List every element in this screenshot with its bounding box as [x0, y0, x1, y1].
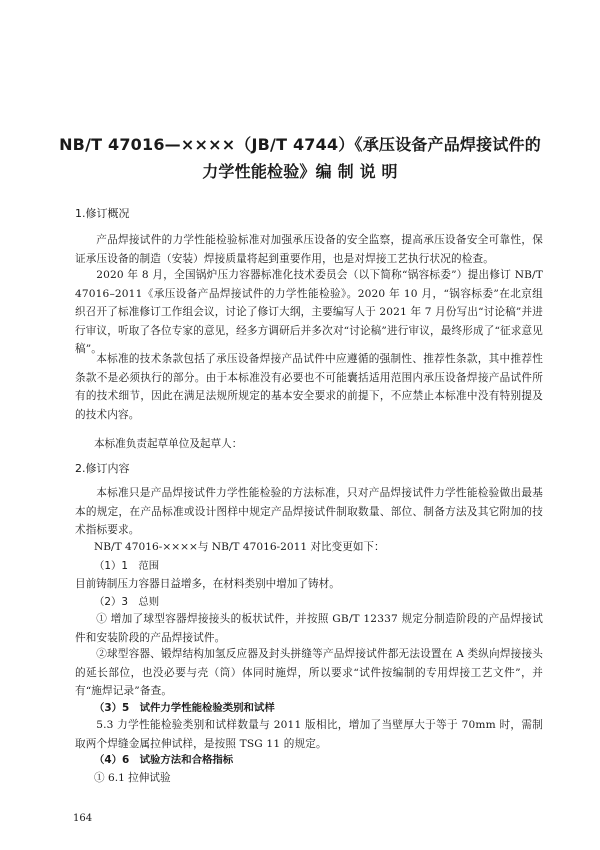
item-4-subitem: ① 6.1 拉伸试验	[94, 772, 171, 784]
item-2-label: （2）3 总则	[94, 596, 160, 608]
item-1-text: 目前铸制压力容器日益增多，在材料类别中增加了铸材。	[75, 578, 340, 590]
item-4-label: （4）6 试验方法和合格指标	[94, 754, 234, 766]
item-2-point-2: ②球型容器、锻焊结构加氢反应器及封头拼缝等产品焊接试件都无法设置在 A 类纵向焊接接头的延长部位，也没必要与壳（筒）体同时施焊，所以要求“试件按编制的专用焊接工艺文件”，并有“施焊记录”备查。	[75, 648, 543, 697]
item-3-label: （3）5 试件力学性能检验类别和试样	[94, 702, 275, 714]
title-line-1: NB/T 47016—××××（JB/T 4744）《承压设备产品焊接试件的	[59, 135, 541, 154]
section-1-paragraph-1: 产品焊接试件的力学性能检验标准对加强承压设备的安全监察，提高承压设备安全可靠性，保证承压设备的制造（安装）焊接质量将起到重要作用，也是对焊接工艺执行状况的检查。	[75, 234, 543, 265]
section-1-paragraph-2: 2020 年 8 月，全国锅炉压力容器标准化技术委员会（以下简称“锅容标委”）提出修订 NB/T 47016–2011《承压设备产品焊接试件的力学性能检验》。2020 年 10 月，“锅容标委”在北京组织召开了标准修订工作组会议，讨论了修订大纲，主要编写人于 2021 年 7 月份写出“讨论稿”并进行审议，听取了各位专家的意见，经多方调研后并多次对“讨论稿”进行审议，最终形成了“征求意见稿”。	[75, 269, 543, 355]
item-3-text: 5.3 力学性能检验类别和试样数量与 2011 版相比，增加了当壁厚大于等于 70mm 时，需制取两个焊缝金属拉伸试样，是按照 TSG 11 的规定。	[75, 719, 543, 750]
item-2-point-1: ① 增加了球型容器焊接接头的板状试件，并按照 GB/T 12337 规定分制造阶段的产品焊接试件和安装阶段的产品焊接试件。	[75, 613, 543, 644]
section-2-heading: 2.修订内容	[75, 462, 130, 475]
section-2-paragraph-1: 本标准只是产品焊接试件力学性能检验的方法标准，只对产品焊接试件力学性能检验做出最基本的规定，在产品标准或设计图样中规定产品焊接试件制取数量、部位、制备方法及其它附加的技术指标要求。	[75, 487, 543, 536]
section-1-paragraph-3: 本标准的技术条款包括了承压设备焊接产品试件中应遵循的强制性、推荐性条款，其中推荐性条款不是必须执行的部分。由于本标准没有必要也不可能囊括适用范围内承压设备焊接产品试件所有的技术细节，因此在满足法规所规定的基本安全要求的前提下，不应禁止本标准中没有特别提及的技术内容。	[75, 353, 543, 421]
document-title	[40, 131, 560, 185]
item-1-label: （1）1 范围	[94, 560, 160, 572]
comparison-intro: NB/T 47016-××××与 NB/T 47016-2011 对比变更如下：	[94, 541, 385, 553]
drafters-line: 本标准负责起草单位及起草人：	[94, 438, 243, 450]
section-1-heading: 1.修订概况	[75, 207, 130, 220]
page-number: 164	[73, 813, 93, 824]
title-line-2: 力学性能检验》编 制 说 明	[202, 162, 398, 181]
